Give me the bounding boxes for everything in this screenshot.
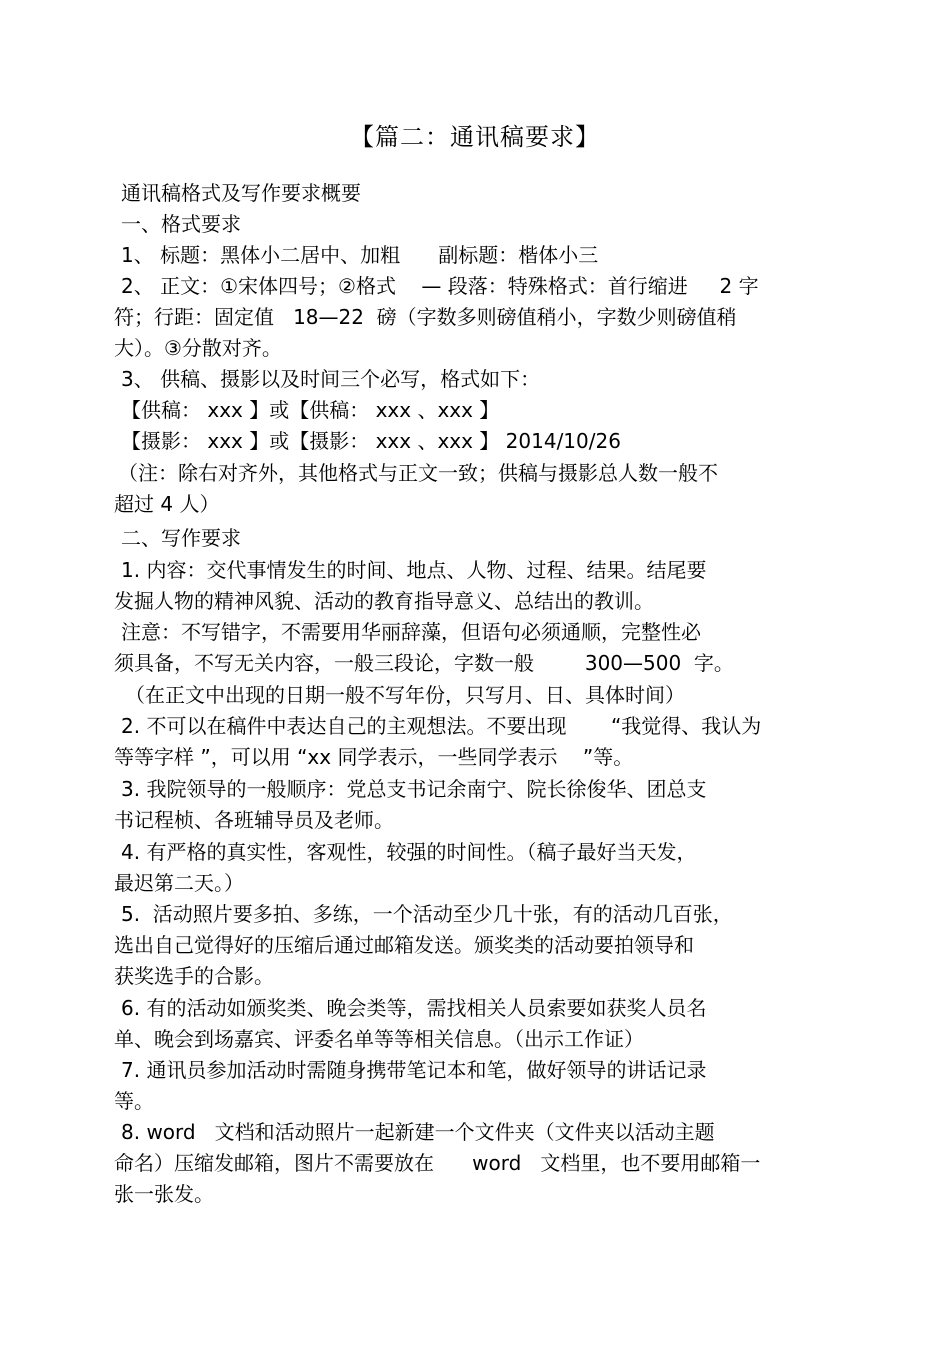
text-line: 张一张发。	[114, 1182, 214, 1206]
text-line: 二、写作要求	[121, 526, 241, 550]
text-line: 选出自己觉得好的压缩后通过邮箱发送。颁奖类的活动要拍领导和	[114, 933, 694, 957]
text-line: 等等字样 ”，可以用 “xx 同学表示，一些同学表示 ”等。	[114, 745, 634, 769]
text-line: 单、晚会到场嘉宾、评委名单等等相关信息。（出示工作证）	[114, 1027, 644, 1051]
text-line: 【摄影： xxx 】或【摄影： xxx 、xxx 】 2014/10/26	[121, 429, 621, 453]
text-line: 1. 内容：交代事情发生的时间、地点、人物、过程、结果。结尾要	[121, 558, 707, 582]
text-line: 最迟第二天。）	[114, 871, 244, 895]
text-line: 2. 不可以在稿件中表达自己的主观想法。不要出现 “我觉得、我认为	[121, 714, 762, 738]
document-title: 【篇二：通讯稿要求】	[350, 123, 600, 151]
text-line: 大）。③分散对齐。	[114, 336, 282, 360]
text-line: 8. word 文档和活动照片一起新建一个文件夹（文件夹以活动主题	[121, 1120, 715, 1144]
text-line: （在正文中出现的日期一般不写年份，只写月、日、具体时间）	[125, 683, 685, 707]
text-line: （注：除右对齐外，其他格式与正文一致；供稿与摄影总人数一般不	[118, 461, 718, 485]
text-line: 3. 我院领导的一般顺序：党总支书记余南宁、院长徐俊华、团总支	[121, 777, 707, 801]
text-line: 发掘人物的精神风貌、活动的教育指导意义、总结出的教训。	[114, 589, 654, 613]
text-line: 注意：不写错字，不需要用华丽辞藻，但语句必须通顺，完整性必	[121, 620, 701, 644]
text-line: 2、 正文：①宋体四号；②格式 — 段落：特殊格式：首行缩进 2 字	[121, 274, 759, 298]
text-line: 1、 标题：黑体小二居中、加粗 副标题：楷体小三	[121, 243, 599, 267]
text-line: 一、格式要求	[121, 212, 241, 236]
text-line: 【供稿： xxx 】或【供稿： xxx 、xxx 】	[121, 398, 500, 422]
text-line: 5. 活动照片要多拍、多练，一个活动至少几十张，有的活动几百张，	[121, 902, 733, 926]
text-line: 6. 有的活动如颁奖类、晚会类等，需找相关人员索要如获奖人员名	[121, 996, 707, 1020]
text-line: 书记程桢、各班辅导员及老师。	[114, 808, 394, 832]
text-line: 超过 4 人）	[114, 492, 220, 516]
text-line: 等。	[114, 1089, 154, 1113]
text-line: 通讯稿格式及写作要求概要	[121, 181, 361, 205]
text-line: 3、 供稿、摄影以及时间三个必写，格式如下：	[121, 367, 541, 391]
text-line: 获奖选手的合影。	[114, 964, 274, 988]
text-line: 符；行距：固定值 18—22 磅（字数多则磅值稍小，字数少则磅值稍	[114, 305, 737, 329]
text-line: 4. 有严格的真实性，客观性，较强的时间性。（稿子最好当天发，	[121, 840, 697, 864]
text-line: 7. 通讯员参加活动时需随身携带笔记本和笔，做好领导的讲话记录	[121, 1058, 707, 1082]
text-line: 命名）压缩发邮箱，图片不需要放在 word 文档里，也不要用邮箱一	[114, 1151, 761, 1175]
text-line: 须具备，不写无关内容，一般三段论，字数一般 300—500 字。	[114, 651, 734, 675]
